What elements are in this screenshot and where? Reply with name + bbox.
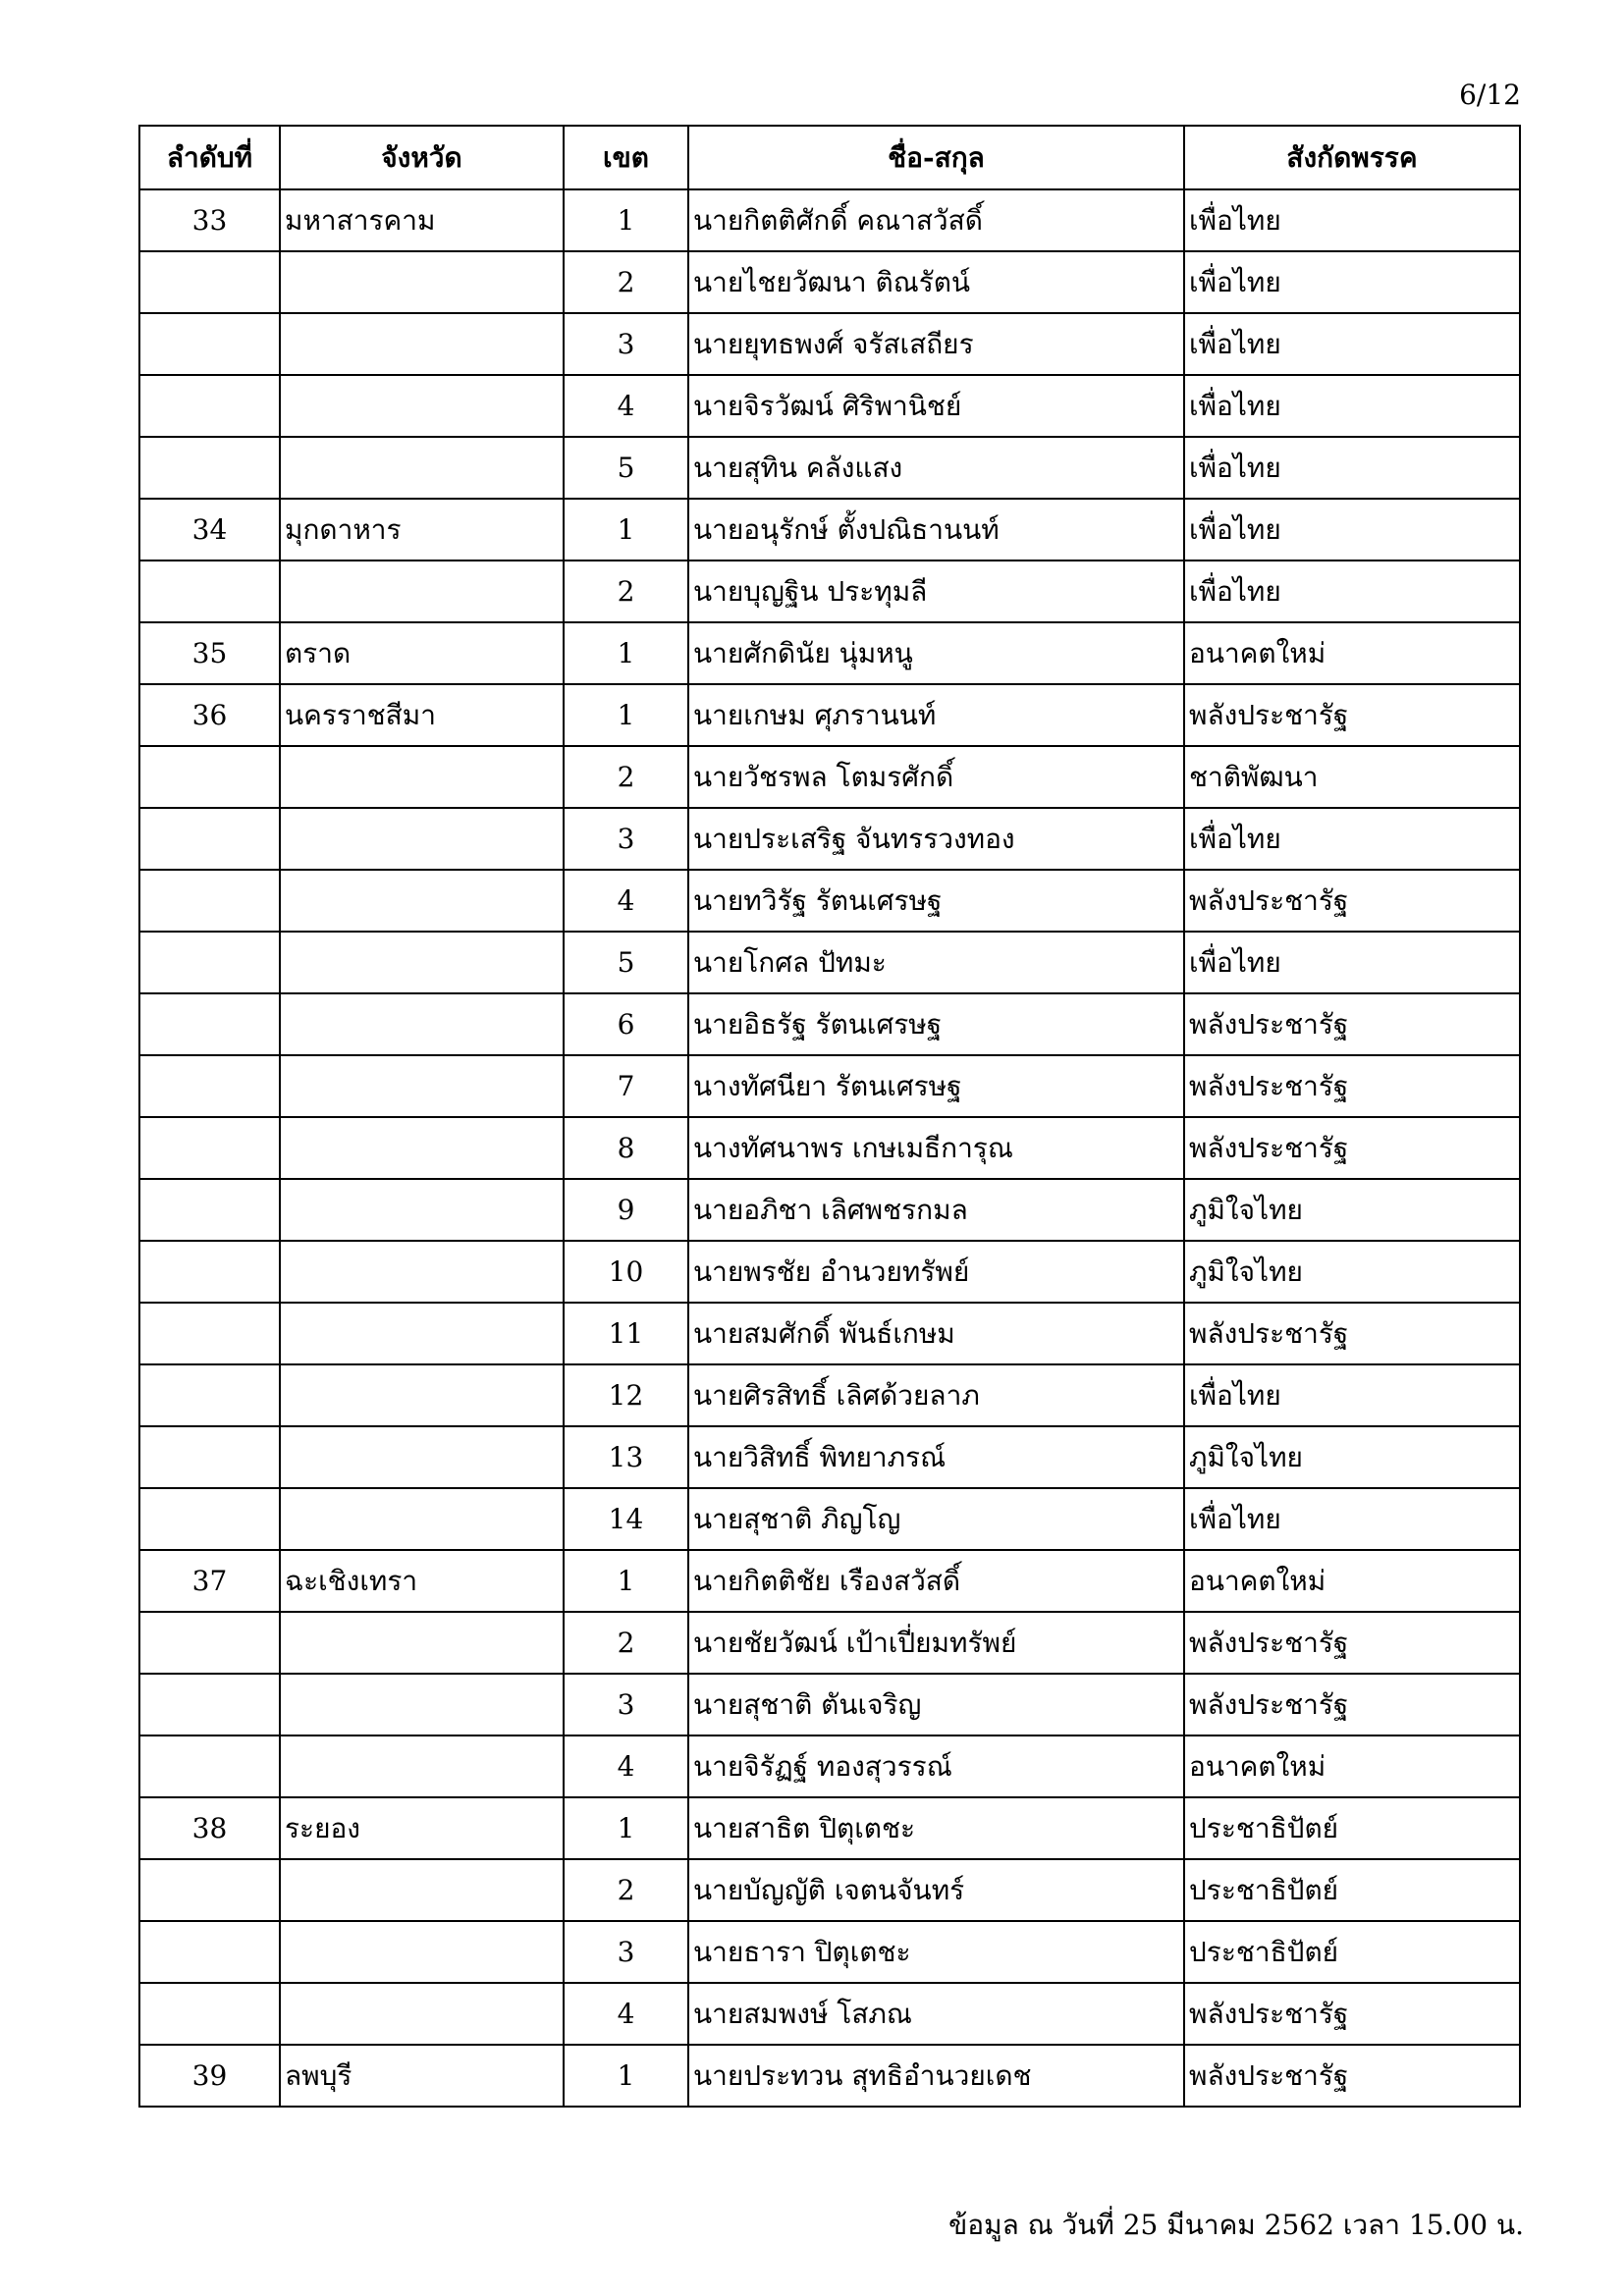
cell-district: 3 xyxy=(564,313,688,375)
cell-order: 35 xyxy=(139,622,280,684)
cell-party: พลังประชารัฐ xyxy=(1184,684,1520,746)
cell-name: นายอภิชา เลิศพชรกมล xyxy=(688,1179,1184,1241)
cell-province xyxy=(280,1921,564,1983)
cell-order xyxy=(139,375,280,437)
table-row xyxy=(139,1612,1520,1674)
cell-order xyxy=(139,437,280,499)
cell-party: พลังประชารัฐ xyxy=(1184,1117,1520,1179)
table-row xyxy=(139,1426,1520,1488)
cell-province xyxy=(280,1674,564,1735)
cell-name: นายสุชาติ ตันเจริญ xyxy=(688,1674,1184,1735)
cell-name: นายวัชรพล โตมรศักดิ์ xyxy=(688,746,1184,808)
cell-party: พลังประชารัฐ xyxy=(1184,1055,1520,1117)
cell-party: อนาคตใหม่ xyxy=(1184,1550,1520,1612)
table-row xyxy=(139,1117,1520,1179)
table-row xyxy=(139,1488,1520,1550)
cell-province: ลพบุรี xyxy=(280,2045,564,2107)
cell-name: นายทวิรัฐ รัตนเศรษฐ xyxy=(688,870,1184,932)
table-row xyxy=(139,1674,1520,1735)
cell-order xyxy=(139,1983,280,2045)
cell-party: พลังประชารัฐ xyxy=(1184,1674,1520,1735)
cell-province xyxy=(280,1303,564,1364)
cell-name: นายธารา ปิตุเตชะ xyxy=(688,1921,1184,1983)
cell-name: นายอนุรักษ์ ตั้งปณิธานนท์ xyxy=(688,499,1184,561)
cell-district: 3 xyxy=(564,808,688,870)
table-row xyxy=(139,1241,1520,1303)
cell-order: 38 xyxy=(139,1797,280,1859)
cell-name: นายจิรวัฒน์ ศิริพานิชย์ xyxy=(688,375,1184,437)
cell-district: 2 xyxy=(564,746,688,808)
cell-name: นางทัศนาพร เกษเมธีการุณ xyxy=(688,1117,1184,1179)
cell-party: ภูมิใจไทย xyxy=(1184,1179,1520,1241)
table-row xyxy=(139,1797,1520,1859)
cell-province xyxy=(280,808,564,870)
cell-province: นครราชสีมา xyxy=(280,684,564,746)
cell-name: นายกิตติศักดิ์ คณาสวัสดิ์ xyxy=(688,189,1184,251)
cell-district: 5 xyxy=(564,437,688,499)
cell-order xyxy=(139,808,280,870)
cell-order: 36 xyxy=(139,684,280,746)
cell-order xyxy=(139,1117,280,1179)
cell-party: ชาติพัฒนา xyxy=(1184,746,1520,808)
cell-province xyxy=(280,1983,564,2045)
table-row xyxy=(139,1983,1520,2045)
cell-party: พลังประชารัฐ xyxy=(1184,1612,1520,1674)
cell-order xyxy=(139,1859,280,1921)
cell-district: 11 xyxy=(564,1303,688,1364)
cell-order xyxy=(139,1303,280,1364)
cell-order xyxy=(139,313,280,375)
cell-province xyxy=(280,375,564,437)
table-row xyxy=(139,375,1520,437)
cell-district: 1 xyxy=(564,2045,688,2107)
cell-province xyxy=(280,1859,564,1921)
table-row xyxy=(139,808,1520,870)
table-row xyxy=(139,1859,1520,1921)
cell-order xyxy=(139,1055,280,1117)
cell-party: ภูมิใจไทย xyxy=(1184,1426,1520,1488)
cell-province xyxy=(280,932,564,993)
cell-province xyxy=(280,1612,564,1674)
cell-province xyxy=(280,1364,564,1426)
cell-province: มุกดาหาร xyxy=(280,499,564,561)
header-party: สังกัดพรรค xyxy=(1184,126,1520,189)
cell-order xyxy=(139,993,280,1055)
cell-order xyxy=(139,932,280,993)
cell-party: เพื่อไทย xyxy=(1184,313,1520,375)
cell-province xyxy=(280,746,564,808)
cell-district: 13 xyxy=(564,1426,688,1488)
cell-order xyxy=(139,746,280,808)
table-row xyxy=(139,499,1520,561)
cell-name: นายประเสริฐ จันทรรวงทอง xyxy=(688,808,1184,870)
table-row xyxy=(139,1179,1520,1241)
cell-district: 4 xyxy=(564,1735,688,1797)
cell-order xyxy=(139,1364,280,1426)
cell-name: นายพรชัย อำนวยทรัพย์ xyxy=(688,1241,1184,1303)
table-row xyxy=(139,561,1520,622)
cell-party: อนาคตใหม่ xyxy=(1184,1735,1520,1797)
cell-district: 4 xyxy=(564,1983,688,2045)
cell-order xyxy=(139,561,280,622)
cell-party: เพื่อไทย xyxy=(1184,808,1520,870)
cell-order xyxy=(139,1612,280,1674)
cell-district: 10 xyxy=(564,1241,688,1303)
cell-name: นายโกศล ปัทมะ xyxy=(688,932,1184,993)
cell-order: 34 xyxy=(139,499,280,561)
cell-name: นายสุชาติ ภิญโญ xyxy=(688,1488,1184,1550)
cell-party: อนาคตใหม่ xyxy=(1184,622,1520,684)
cell-province: ตราด xyxy=(280,622,564,684)
cell-province xyxy=(280,1117,564,1179)
cell-province: ระยอง xyxy=(280,1797,564,1859)
cell-province xyxy=(280,313,564,375)
cell-party: เพื่อไทย xyxy=(1184,437,1520,499)
header-name: ชื่อ-สกุล xyxy=(688,126,1184,189)
cell-name: นางทัศนียา รัตนเศรษฐ xyxy=(688,1055,1184,1117)
header-province: จังหวัด xyxy=(280,126,564,189)
cell-province xyxy=(280,1179,564,1241)
cell-district: 1 xyxy=(564,189,688,251)
cell-province xyxy=(280,437,564,499)
cell-party: พลังประชารัฐ xyxy=(1184,2045,1520,2107)
cell-province: ฉะเชิงเทรา xyxy=(280,1550,564,1612)
cell-name: นายสมพงษ์ โสภณ xyxy=(688,1983,1184,2045)
cell-order xyxy=(139,251,280,313)
cell-district: 4 xyxy=(564,375,688,437)
table-row xyxy=(139,1364,1520,1426)
cell-name: นายศิรสิทธิ์ เลิศด้วยลาภ xyxy=(688,1364,1184,1426)
cell-province xyxy=(280,1488,564,1550)
cell-district: 1 xyxy=(564,1797,688,1859)
cell-order xyxy=(139,1426,280,1488)
cell-party: พลังประชารัฐ xyxy=(1184,1983,1520,2045)
cell-district: 6 xyxy=(564,993,688,1055)
table-row xyxy=(139,313,1520,375)
cell-party: เพื่อไทย xyxy=(1184,499,1520,561)
cell-name: นายสุทิน คลังแสง xyxy=(688,437,1184,499)
cell-district: 1 xyxy=(564,622,688,684)
cell-party: เพื่อไทย xyxy=(1184,375,1520,437)
cell-district: 7 xyxy=(564,1055,688,1117)
table-header-row xyxy=(139,126,1520,189)
cell-name: นายสมศักดิ์ พันธ์เกษม xyxy=(688,1303,1184,1364)
table-row xyxy=(139,1550,1520,1612)
cell-district: 3 xyxy=(564,1674,688,1735)
cell-province: มหาสารคาม xyxy=(280,189,564,251)
cell-party: พลังประชารัฐ xyxy=(1184,993,1520,1055)
cell-order xyxy=(139,1488,280,1550)
table-row xyxy=(139,1303,1520,1364)
cell-name: นายศักดินัย นุ่มหนู xyxy=(688,622,1184,684)
cell-name: นายยุทธพงศ์ จรัสเสถียร xyxy=(688,313,1184,375)
cell-name: นายชัยวัฒน์ เป้าเปี่ยมทรัพย์ xyxy=(688,1612,1184,1674)
cell-district: 1 xyxy=(564,684,688,746)
table-row xyxy=(139,251,1520,313)
cell-province xyxy=(280,1426,564,1488)
cell-district: 2 xyxy=(564,1859,688,1921)
table-row xyxy=(139,622,1520,684)
cell-province xyxy=(280,993,564,1055)
table-row xyxy=(139,1921,1520,1983)
cell-name: นายประทวน สุทธิอำนวยเดช xyxy=(688,2045,1184,2107)
table-body xyxy=(139,189,1520,2107)
table-row xyxy=(139,746,1520,808)
cell-party: เพื่อไทย xyxy=(1184,189,1520,251)
cell-name: นายจิรัฏฐ์ ทองสุวรรณ์ xyxy=(688,1735,1184,1797)
cell-district: 5 xyxy=(564,932,688,993)
cell-party: เพื่อไทย xyxy=(1184,1364,1520,1426)
cell-party: พลังประชารัฐ xyxy=(1184,870,1520,932)
table-row xyxy=(139,993,1520,1055)
cell-district: 2 xyxy=(564,1612,688,1674)
cell-district: 3 xyxy=(564,1921,688,1983)
table-row xyxy=(139,870,1520,932)
cell-order xyxy=(139,1921,280,1983)
cell-order xyxy=(139,1674,280,1735)
cell-district: 4 xyxy=(564,870,688,932)
cell-party: ภูมิใจไทย xyxy=(1184,1241,1520,1303)
cell-name: นายเกษม ศุภรานนท์ xyxy=(688,684,1184,746)
table-row xyxy=(139,437,1520,499)
table-row xyxy=(139,1735,1520,1797)
cell-district: 12 xyxy=(564,1364,688,1426)
cell-name: นายบุญฐิน ประทุมลี xyxy=(688,561,1184,622)
cell-province xyxy=(280,1735,564,1797)
cell-party: เพื่อไทย xyxy=(1184,1488,1520,1550)
cell-district: 9 xyxy=(564,1179,688,1241)
header-district: เขต xyxy=(564,126,688,189)
election-results-table xyxy=(138,125,1521,2108)
cell-name: นายไชยวัฒนา ติณรัตน์ xyxy=(688,251,1184,313)
cell-party: เพื่อไทย xyxy=(1184,251,1520,313)
cell-order xyxy=(139,1241,280,1303)
cell-district: 1 xyxy=(564,1550,688,1612)
table-row xyxy=(139,932,1520,993)
cell-order xyxy=(139,1179,280,1241)
cell-name: นายกิตติชัย เรืองสวัสดิ์ xyxy=(688,1550,1184,1612)
cell-district: 14 xyxy=(564,1488,688,1550)
cell-province xyxy=(280,1055,564,1117)
header-order: ลำดับที่ xyxy=(139,126,280,189)
table-row xyxy=(139,1055,1520,1117)
cell-district: 2 xyxy=(564,561,688,622)
cell-name: นายบัญญัติ เจตนจันทร์ xyxy=(688,1859,1184,1921)
data-timestamp-note: ข้อมูล ณ วันที่ 25 มีนาคม 2562 เวลา 15.00 น. xyxy=(948,2209,1524,2241)
cell-name: นายวิสิทธิ์ พิทยาภรณ์ xyxy=(688,1426,1184,1488)
table-row xyxy=(139,189,1520,251)
page-number: 6/12 xyxy=(1459,79,1521,111)
cell-province xyxy=(280,251,564,313)
cell-party: พลังประชารัฐ xyxy=(1184,1303,1520,1364)
table-row xyxy=(139,2045,1520,2107)
cell-party: เพื่อไทย xyxy=(1184,932,1520,993)
cell-province xyxy=(280,561,564,622)
cell-order: 37 xyxy=(139,1550,280,1612)
cell-party: ประชาธิปัตย์ xyxy=(1184,1859,1520,1921)
cell-name: นายอิธรัฐ รัตนเศรษฐ xyxy=(688,993,1184,1055)
table-row xyxy=(139,684,1520,746)
cell-district: 2 xyxy=(564,251,688,313)
cell-district: 1 xyxy=(564,499,688,561)
cell-party: เพื่อไทย xyxy=(1184,561,1520,622)
cell-party: ประชาธิปัตย์ xyxy=(1184,1797,1520,1859)
cell-province xyxy=(280,1241,564,1303)
cell-district: 8 xyxy=(564,1117,688,1179)
cell-order xyxy=(139,870,280,932)
cell-order xyxy=(139,1735,280,1797)
cell-name: นายสาธิต ปิตุเตชะ xyxy=(688,1797,1184,1859)
cell-province xyxy=(280,870,564,932)
cell-party: ประชาธิปัตย์ xyxy=(1184,1921,1520,1983)
cell-order: 39 xyxy=(139,2045,280,2107)
cell-order: 33 xyxy=(139,189,280,251)
